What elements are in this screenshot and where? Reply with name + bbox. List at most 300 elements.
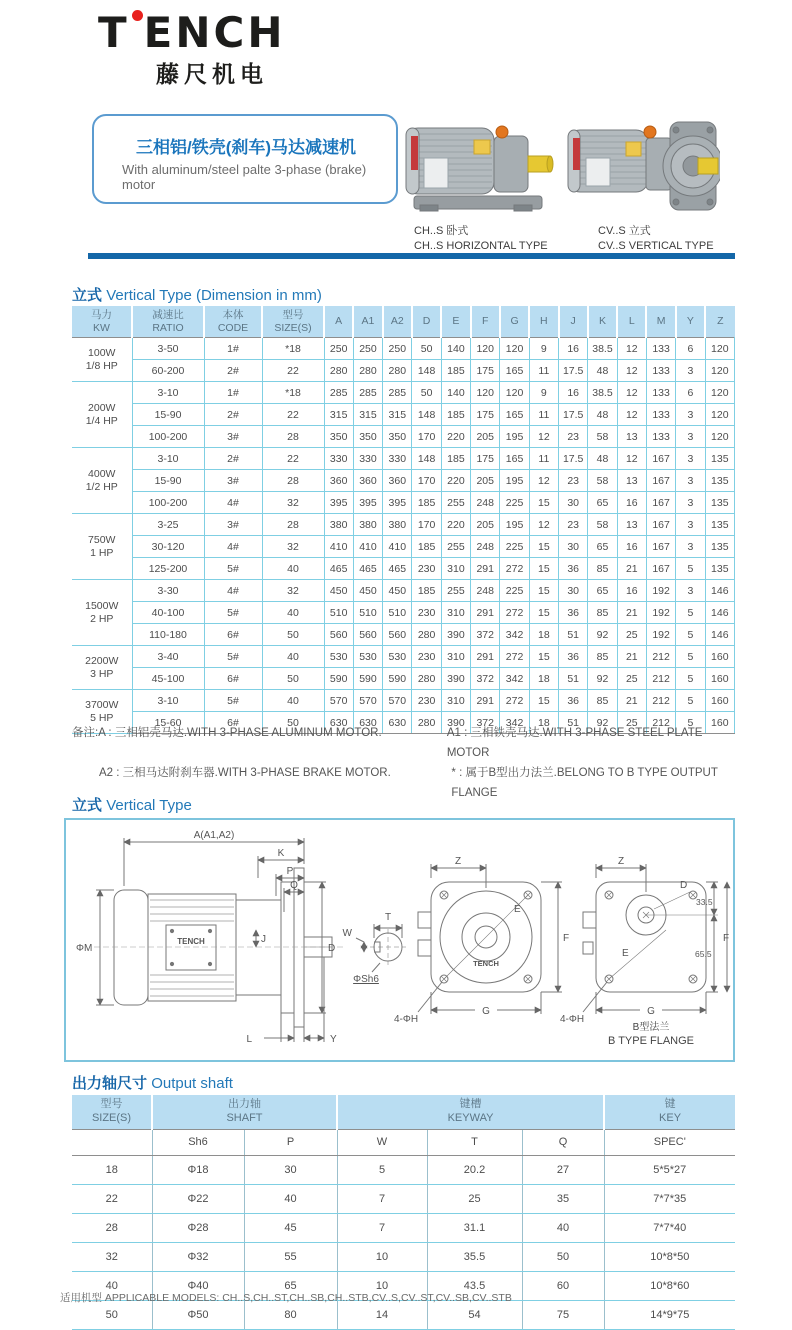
- column-header: A1: [353, 306, 382, 338]
- table-cell: 2#: [204, 404, 262, 426]
- table-cell: 410: [353, 536, 382, 558]
- table-cell: 51: [559, 668, 588, 690]
- table-cell: 135: [705, 536, 734, 558]
- dim-label-t: T: [384, 912, 392, 923]
- dim-label-f1: F: [563, 933, 570, 944]
- table-cell: 3: [676, 470, 705, 492]
- table-cell: 40: [244, 1184, 337, 1213]
- b-flange-caption-en: B TYPE FLANGE: [608, 1035, 694, 1047]
- table-cell: 165: [500, 360, 529, 382]
- table-cell: 560: [324, 624, 353, 646]
- dim-label-d2: D: [680, 880, 688, 891]
- table-cell: 20.2: [427, 1155, 522, 1184]
- table-cell: 23: [559, 514, 588, 536]
- table-cell: 135: [705, 448, 734, 470]
- technical-drawing: [66, 820, 733, 1060]
- table-cell: 570: [353, 690, 382, 712]
- table-cell: 120: [705, 338, 734, 360]
- footnote-a: 备注:A : 三相铝壳马达.WITH 3-PHASE ALUMINUM MOTOR.: [72, 727, 382, 739]
- table-cell: 175: [471, 360, 500, 382]
- table-cell: 255: [441, 580, 470, 602]
- dim-label-j: J: [261, 934, 266, 945]
- table-cell: 6#: [204, 624, 262, 646]
- table-cell: 380: [353, 514, 382, 536]
- table-cell: 3-50: [132, 338, 204, 360]
- table-cell: 13: [617, 426, 646, 448]
- table-cell: 310: [441, 602, 470, 624]
- column-group-header: 出力轴 SHAFT: [152, 1095, 337, 1129]
- dim-label-335: 33.5: [696, 897, 713, 907]
- table-cell: 272: [500, 646, 529, 668]
- table-cell: 630: [324, 712, 353, 734]
- table-cell: 192: [646, 602, 675, 624]
- table-cell: 3-25: [132, 514, 204, 536]
- table-row: [72, 470, 735, 492]
- table-cell: 15: [529, 690, 558, 712]
- table-cell: 630: [353, 712, 382, 734]
- table-cell: Φ28: [152, 1213, 244, 1242]
- table-cell: 291: [471, 602, 500, 624]
- drawing-section-title: [72, 794, 192, 815]
- table-cell: 12: [529, 514, 558, 536]
- table-cell: 5: [676, 668, 705, 690]
- technical-drawing-box: [64, 818, 735, 1062]
- table-cell: 205: [471, 514, 500, 536]
- table-cell: 250: [353, 338, 382, 360]
- table-cell: 3#: [204, 426, 262, 448]
- table-cell: 192: [646, 624, 675, 646]
- table-cell: 167: [646, 470, 675, 492]
- table-cell: 6: [676, 338, 705, 360]
- table-cell: 40: [262, 690, 324, 712]
- table-row: [72, 668, 735, 690]
- table-cell: 225: [500, 580, 529, 602]
- table-cell: 160: [705, 646, 734, 668]
- table-cell: 15: [529, 492, 558, 514]
- table-cell: 48: [588, 448, 617, 470]
- sub-column-header: SPEC': [604, 1129, 735, 1155]
- table-cell: 395: [324, 492, 353, 514]
- footnote-a1: A1 : 三相铁壳马达.WITH 3-PHASE STEEL PLATE MOTOR: [446, 727, 703, 760]
- drawing-brand-text: TENCH: [473, 959, 499, 968]
- column-header: 型号 SIZE(S): [262, 306, 324, 338]
- table-cell: 195: [500, 426, 529, 448]
- table-cell: 5: [676, 690, 705, 712]
- table-cell: 360: [353, 470, 382, 492]
- table-row: [72, 558, 735, 580]
- section-divider-bar: [88, 253, 735, 259]
- table-cell: 410: [383, 536, 412, 558]
- table-cell: 14: [337, 1300, 427, 1329]
- dim-label-w: W: [342, 928, 352, 939]
- dim-label-y: Y: [330, 1034, 337, 1045]
- table-cell: 43.5: [427, 1271, 522, 1300]
- sub-column-header: Q: [522, 1129, 604, 1155]
- table-cell: 65: [588, 580, 617, 602]
- table-cell: 18: [529, 668, 558, 690]
- logo-chinese-name: 藤尺机电: [156, 61, 268, 87]
- power-group-cell: 200W 1/4 HP: [72, 382, 132, 448]
- table-cell: Φ22: [152, 1184, 244, 1213]
- table-footnotes: [72, 723, 735, 804]
- table-cell: 5#: [204, 646, 262, 668]
- table-cell: 510: [324, 602, 353, 624]
- table-cell: 25: [427, 1184, 522, 1213]
- dim-label-655: 65.5: [695, 949, 712, 959]
- table-cell: 17.5: [559, 404, 588, 426]
- table-cell: 35: [522, 1184, 604, 1213]
- table-cell: 280: [324, 360, 353, 382]
- table-cell: 30-120: [132, 536, 204, 558]
- table-cell: 350: [324, 426, 353, 448]
- table-cell: 22: [72, 1184, 152, 1213]
- table-cell: 125-200: [132, 558, 204, 580]
- dim-label-f2: F: [723, 933, 730, 944]
- table-cell: 5#: [204, 558, 262, 580]
- table-row: [72, 426, 735, 448]
- table-cell: 18: [72, 1155, 152, 1184]
- table-cell: 7: [337, 1184, 427, 1213]
- dim-label-k: K: [277, 848, 285, 859]
- dim-label-p: P: [286, 866, 294, 877]
- table-cell: 21: [617, 558, 646, 580]
- table-cell: 225: [500, 536, 529, 558]
- table-cell: 30: [244, 1155, 337, 1184]
- table-row: [72, 1155, 735, 1184]
- table-cell: 31.1: [427, 1213, 522, 1242]
- table-cell: 250: [383, 338, 412, 360]
- table-cell: 110-180: [132, 624, 204, 646]
- table-cell: 3: [676, 514, 705, 536]
- column-header: Y: [676, 306, 705, 338]
- table-cell: 92: [588, 624, 617, 646]
- column-group-header: 型号 SIZE(S): [72, 1095, 152, 1129]
- motor-caption-horizontal: [414, 224, 548, 254]
- table-cell: 5: [337, 1155, 427, 1184]
- table-cell: 285: [383, 382, 412, 404]
- table-cell: 192: [646, 580, 675, 602]
- table-cell: 50: [262, 624, 324, 646]
- table-cell: 3: [676, 426, 705, 448]
- table-cell: 2#: [204, 360, 262, 382]
- table-cell: 5#: [204, 602, 262, 624]
- table-cell: 54: [427, 1300, 522, 1329]
- table-cell: 272: [500, 690, 529, 712]
- table-cell: 5: [676, 646, 705, 668]
- brand-logo: [98, 10, 285, 89]
- table-cell: 36: [559, 558, 588, 580]
- table-cell: 25: [617, 712, 646, 734]
- table-cell: 570: [383, 690, 412, 712]
- table-cell: 65: [588, 492, 617, 514]
- table-cell: 5*5*27: [604, 1155, 735, 1184]
- dimension-table-head: [72, 306, 735, 338]
- table-cell: 280: [412, 668, 441, 690]
- table-cell: 465: [324, 558, 353, 580]
- table-cell: 40: [262, 602, 324, 624]
- table-cell: 12: [529, 426, 558, 448]
- table-cell: 380: [383, 514, 412, 536]
- table-cell: 7: [337, 1213, 427, 1242]
- table-cell: 22: [262, 360, 324, 382]
- table-cell: 120: [705, 426, 734, 448]
- shaft-subheader-row: [72, 1129, 735, 1155]
- table-cell: 14*9*75: [604, 1300, 735, 1329]
- table-cell: 5: [676, 558, 705, 580]
- table-cell: 372: [471, 668, 500, 690]
- table-cell: 10: [337, 1242, 427, 1271]
- table-cell: 15-90: [132, 470, 204, 492]
- table-cell: 23: [559, 470, 588, 492]
- table-cell: 291: [471, 558, 500, 580]
- table-cell: 250: [324, 338, 353, 360]
- table-cell: 146: [705, 602, 734, 624]
- dim-label-z1: Z: [454, 856, 462, 867]
- motor-caption-en: CH..S HORIZONTAL TYPE: [414, 239, 548, 252]
- table-cell: 160: [705, 668, 734, 690]
- table-cell: 40: [262, 646, 324, 668]
- sub-column-header: [72, 1129, 152, 1155]
- column-header: K: [588, 306, 617, 338]
- motor-caption-zh: CH..S 卧式: [414, 225, 469, 237]
- table-cell: 120: [705, 360, 734, 382]
- table-cell: 395: [383, 492, 412, 514]
- logo-letters-ench: ENCH: [143, 8, 286, 57]
- table-row: [72, 492, 735, 514]
- table-cell: 3#: [204, 514, 262, 536]
- table-cell: 50: [522, 1242, 604, 1271]
- table-cell: 135: [705, 558, 734, 580]
- table-cell: 28: [262, 470, 324, 492]
- table-cell: 530: [383, 646, 412, 668]
- table-cell: 570: [324, 690, 353, 712]
- section-title-zh: 立式: [72, 797, 103, 814]
- table-cell: 4#: [204, 536, 262, 558]
- table-cell: 9: [529, 382, 558, 404]
- table-cell: 12: [529, 470, 558, 492]
- table-cell: 148: [412, 360, 441, 382]
- table-cell: 170: [412, 470, 441, 492]
- table-cell: 310: [441, 558, 470, 580]
- table-row: [72, 514, 735, 536]
- column-header: 本体 CODE: [204, 306, 262, 338]
- table-cell: *18: [262, 382, 324, 404]
- table-row: [72, 448, 735, 470]
- table-cell: 58: [588, 514, 617, 536]
- table-cell: 45: [244, 1213, 337, 1242]
- table-cell: Φ40: [152, 1271, 244, 1300]
- table-cell: 17.5: [559, 448, 588, 470]
- output-shaft-title: [72, 1072, 233, 1093]
- drawing-brand-text: TENCH: [177, 937, 205, 946]
- table-cell: 315: [353, 404, 382, 426]
- table-cell: 133: [646, 338, 675, 360]
- horizontal-motor-image: [398, 112, 556, 220]
- table-cell: 32: [262, 580, 324, 602]
- dim-label-g1: G: [482, 1006, 490, 1017]
- table-cell: 15-60: [132, 712, 204, 734]
- table-cell: 590: [324, 668, 353, 690]
- table-cell: 390: [441, 624, 470, 646]
- table-cell: 3-10: [132, 382, 204, 404]
- table-cell: 285: [324, 382, 353, 404]
- table-cell: 3: [676, 492, 705, 514]
- table-cell: 40-100: [132, 602, 204, 624]
- table-cell: 3: [676, 448, 705, 470]
- table-row: [72, 1184, 735, 1213]
- table-cell: 12: [617, 382, 646, 404]
- table-cell: 185: [412, 492, 441, 514]
- table-row: [72, 360, 735, 382]
- table-cell: 3: [676, 360, 705, 382]
- table-cell: 510: [353, 602, 382, 624]
- table-cell: 212: [646, 690, 675, 712]
- table-cell: 40: [262, 558, 324, 580]
- dim-table-body: [72, 338, 735, 734]
- column-header: F: [471, 306, 500, 338]
- column-header: J: [559, 306, 588, 338]
- table-cell: 120: [471, 382, 500, 404]
- table-cell: 255: [441, 492, 470, 514]
- table-cell: Φ32: [152, 1242, 244, 1271]
- table-cell: 12: [617, 404, 646, 426]
- table-cell: 330: [324, 448, 353, 470]
- sub-column-header: P: [244, 1129, 337, 1155]
- table-cell: 50: [262, 668, 324, 690]
- table-cell: 310: [441, 690, 470, 712]
- table-cell: 167: [646, 536, 675, 558]
- shaft-table-group-row: [72, 1095, 735, 1129]
- table-cell: 85: [588, 646, 617, 668]
- table-cell: 280: [383, 360, 412, 382]
- dim-label-l: L: [246, 1034, 252, 1045]
- dim-label-z2: Z: [617, 856, 625, 867]
- table-cell: 3#: [204, 470, 262, 492]
- section-title-zh: 出力轴尺寸: [72, 1075, 148, 1092]
- table-cell: 32: [262, 492, 324, 514]
- table-cell: 120: [500, 338, 529, 360]
- table-cell: 12: [617, 338, 646, 360]
- table-cell: 630: [383, 712, 412, 734]
- table-cell: 50: [262, 712, 324, 734]
- dim-label-e1: E: [514, 904, 521, 915]
- table-cell: 18: [529, 712, 558, 734]
- table-cell: 9: [529, 338, 558, 360]
- table-cell: 372: [471, 624, 500, 646]
- table-cell: 15: [529, 536, 558, 558]
- table-cell: 3-10: [132, 448, 204, 470]
- table-cell: 15: [529, 602, 558, 624]
- table-cell: 330: [353, 448, 382, 470]
- table-cell: 55: [244, 1242, 337, 1271]
- dim-label-m: ΦM: [76, 943, 93, 954]
- dim-label-h1: 4-ΦH: [393, 1014, 419, 1025]
- b-flange-caption-zh: B型法兰: [632, 1022, 670, 1033]
- table-cell: 360: [383, 470, 412, 492]
- table-cell: 195: [500, 514, 529, 536]
- table-cell: 15: [529, 558, 558, 580]
- column-header: A2: [383, 306, 412, 338]
- dimension-table: [72, 306, 735, 734]
- table-cell: 133: [646, 382, 675, 404]
- table-cell: 160: [705, 690, 734, 712]
- table-cell: 133: [646, 426, 675, 448]
- table-cell: 48: [588, 404, 617, 426]
- table-cell: 212: [646, 712, 675, 734]
- table-cell: 58: [588, 470, 617, 492]
- column-group-header: 键槽 KEYWAY: [337, 1095, 604, 1129]
- table-cell: 395: [353, 492, 382, 514]
- column-header: Z: [705, 306, 734, 338]
- table-cell: 45-100: [132, 668, 204, 690]
- table-row: [72, 382, 735, 404]
- table-cell: 35.5: [427, 1242, 522, 1271]
- table-cell: 465: [353, 558, 382, 580]
- dim-label-g2: G: [647, 1006, 655, 1017]
- table-cell: 28: [262, 514, 324, 536]
- dim-label-h2: 4-ΦH: [559, 1014, 585, 1025]
- table-cell: 450: [324, 580, 353, 602]
- table-cell: 185: [441, 404, 470, 426]
- table-cell: 11: [529, 448, 558, 470]
- table-cell: 450: [353, 580, 382, 602]
- table-cell: 6#: [204, 712, 262, 734]
- table-cell: 85: [588, 602, 617, 624]
- table-cell: 560: [383, 624, 412, 646]
- table-cell: 350: [353, 426, 382, 448]
- table-cell: 140: [441, 338, 470, 360]
- table-row: [72, 580, 735, 602]
- table-cell: 5: [676, 602, 705, 624]
- footnote-a2: A2 : 三相马达附刹车器.WITH 3-PHASE BRAKE MOTOR.: [99, 767, 391, 780]
- table-cell: 40: [522, 1213, 604, 1242]
- table-cell: 28: [72, 1213, 152, 1242]
- table-cell: 380: [324, 514, 353, 536]
- sub-column-header: W: [337, 1129, 427, 1155]
- table-cell: 230: [412, 690, 441, 712]
- table-cell: 10*8*60: [604, 1271, 735, 1300]
- product-title-box: [92, 114, 398, 204]
- table-cell: 92: [588, 668, 617, 690]
- column-header: D: [412, 306, 441, 338]
- table-cell: 12: [617, 448, 646, 470]
- motor-caption-en: CV..S VERTICAL TYPE: [598, 239, 714, 252]
- section-title-en: Vertical Type: [106, 797, 192, 814]
- column-header: L: [617, 306, 646, 338]
- table-cell: 280: [412, 624, 441, 646]
- table-cell: 21: [617, 690, 646, 712]
- table-cell: 50: [412, 382, 441, 404]
- table-cell: 120: [705, 382, 734, 404]
- table-cell: 60-200: [132, 360, 204, 382]
- table-cell: 272: [500, 602, 529, 624]
- table-cell: 3: [676, 580, 705, 602]
- table-cell: 310: [441, 646, 470, 668]
- table-cell: 13: [617, 514, 646, 536]
- table-cell: 30: [559, 536, 588, 558]
- table-cell: 15: [529, 580, 558, 602]
- table-row: [72, 602, 735, 624]
- table-cell: 390: [441, 668, 470, 690]
- table-cell: 7*7*35: [604, 1184, 735, 1213]
- product-title-zh: 三相铝/铁壳(刹车)马达减速机: [136, 138, 357, 157]
- table-cell: 135: [705, 470, 734, 492]
- table-cell: 146: [705, 580, 734, 602]
- motor-photo-horizontal: [398, 112, 556, 225]
- table-cell: 205: [471, 470, 500, 492]
- table-cell: 212: [646, 668, 675, 690]
- table-cell: 230: [412, 602, 441, 624]
